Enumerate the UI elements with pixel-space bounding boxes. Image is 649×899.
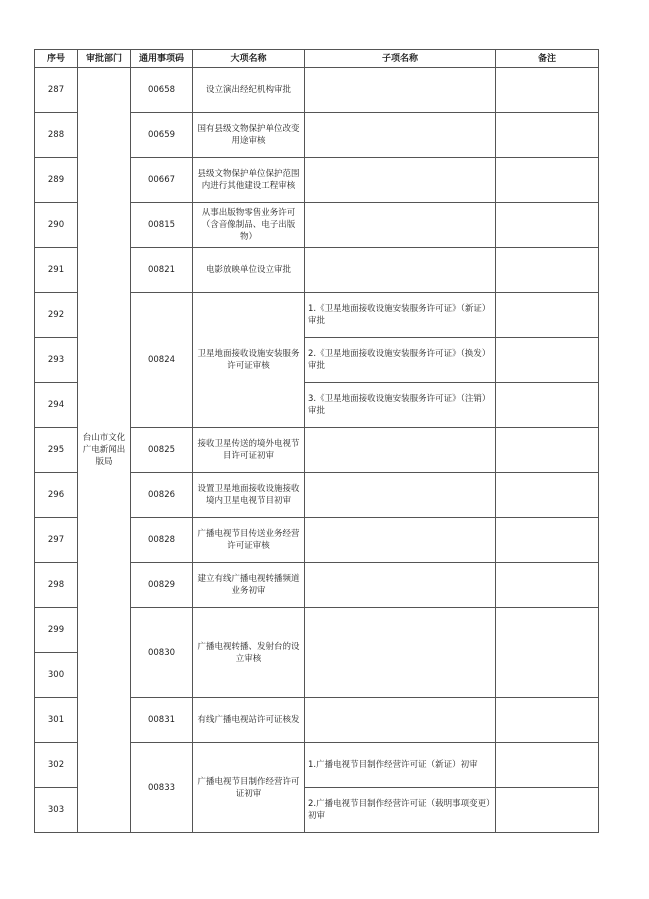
code-cell: 00821 [131, 248, 193, 293]
table-row [35, 68, 599, 113]
sub-cell: 3.《卫星地面接收设施安装服务许可证》（注销）审批 [305, 383, 496, 428]
item-cell: 有线广播电视站许可证核发 [193, 698, 305, 743]
sub-cell [305, 518, 496, 563]
seq-cell: 303 [35, 788, 78, 833]
sub-cell: 2.广播电视节目制作经营许可证（载明事项变更）初审 [305, 788, 496, 833]
sub-cell: 2.《卫星地面接收设施安装服务许可证》（换发）审批 [305, 338, 496, 383]
sub-cell [305, 203, 496, 248]
code-cell: 00828 [131, 518, 193, 563]
note-cell [496, 428, 599, 473]
item-cell: 建立有线广播电视转播频道业务初审 [193, 563, 305, 608]
seq-cell: 289 [35, 158, 78, 203]
seq-cell: 296 [35, 473, 78, 518]
approval-items-table [34, 49, 599, 833]
code-cell: 00830 [131, 608, 193, 698]
seq-cell: 291 [35, 248, 78, 293]
item-cell: 接收卫星传送的境外电视节目许可证初审 [193, 428, 305, 473]
item-cell: 卫星地面接收设施安装服务许可证审核 [193, 293, 305, 428]
seq-cell: 298 [35, 563, 78, 608]
code-cell: 00659 [131, 113, 193, 158]
note-cell [496, 788, 599, 833]
code-cell: 00815 [131, 203, 193, 248]
note-cell [496, 698, 599, 743]
sub-cell [305, 473, 496, 518]
seq-cell: 294 [35, 383, 78, 428]
code-cell: 00825 [131, 428, 193, 473]
note-cell [496, 473, 599, 518]
sub-cell [305, 248, 496, 293]
sub-cell [305, 698, 496, 743]
seq-cell: 287 [35, 68, 78, 113]
item-cell: 电影放映单位设立审批 [193, 248, 305, 293]
seq-cell: 299 [35, 608, 78, 653]
note-cell [496, 518, 599, 563]
sub-cell [305, 158, 496, 203]
sub-cell [305, 428, 496, 473]
code-cell: 00658 [131, 68, 193, 113]
header-item: 大项名称 [193, 50, 305, 68]
note-cell [496, 383, 599, 428]
header-code: 通用事项码 [131, 50, 193, 68]
seq-cell: 301 [35, 698, 78, 743]
sub-cell [305, 68, 496, 113]
seq-cell: 295 [35, 428, 78, 473]
note-cell [496, 203, 599, 248]
code-cell: 00667 [131, 158, 193, 203]
item-cell: 广播电视节目制作经营许可证初审 [193, 743, 305, 833]
sub-cell: 1.广播电视节目制作经营许可证（新证）初审 [305, 743, 496, 788]
note-cell [496, 608, 599, 698]
code-cell: 00829 [131, 563, 193, 608]
header-dept: 审批部门 [78, 50, 131, 68]
note-cell [496, 293, 599, 338]
item-cell: 设置卫星地面接收设施接收境内卫星电视节目初审 [193, 473, 305, 518]
code-cell: 00824 [131, 293, 193, 428]
note-cell [496, 248, 599, 293]
dept-cell: 台山市文化广电新闻出版局 [78, 68, 131, 833]
seq-cell: 297 [35, 518, 78, 563]
sub-cell [305, 113, 496, 158]
header-seq: 序号 [35, 50, 78, 68]
note-cell [496, 68, 599, 113]
item-cell: 设立演出经纪机构审批 [193, 68, 305, 113]
code-cell: 00833 [131, 743, 193, 833]
item-cell: 广播电视转播、发射台的设立审核 [193, 608, 305, 698]
seq-cell: 290 [35, 203, 78, 248]
note-cell [496, 563, 599, 608]
seq-cell: 293 [35, 338, 78, 383]
seq-cell: 302 [35, 743, 78, 788]
note-cell [496, 338, 599, 383]
header-note: 备注 [496, 50, 599, 68]
item-cell: 广播电视节目传送业务经营许可证审核 [193, 518, 305, 563]
note-cell [496, 158, 599, 203]
sub-cell [305, 563, 496, 608]
seq-cell: 288 [35, 113, 78, 158]
item-cell: 县级文物保护单位保护范围内进行其他建设工程审核 [193, 158, 305, 203]
header-sub: 子项名称 [305, 50, 496, 68]
note-cell [496, 113, 599, 158]
seq-cell: 292 [35, 293, 78, 338]
sub-cell [305, 608, 496, 698]
item-cell: 从事出版物零售业务许可（含音像制品、电子出版物） [193, 203, 305, 248]
note-cell [496, 743, 599, 788]
code-cell: 00826 [131, 473, 193, 518]
table-header-row [35, 50, 599, 68]
seq-cell: 300 [35, 653, 78, 698]
item-cell: 国有县级文物保护单位改变用途审核 [193, 113, 305, 158]
sub-cell: 1.《卫星地面接收设施安装服务许可证》（新证）审批 [305, 293, 496, 338]
code-cell: 00831 [131, 698, 193, 743]
